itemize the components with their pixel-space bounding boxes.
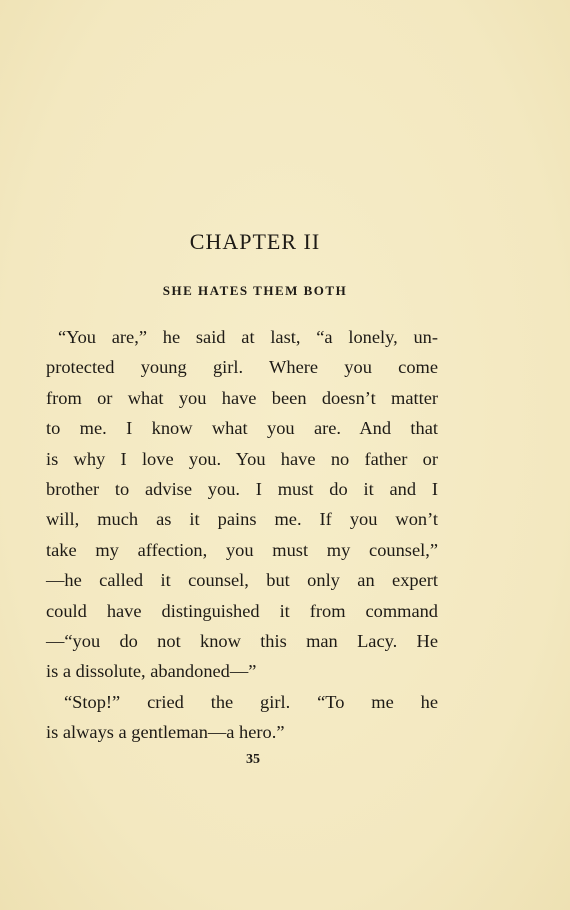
text-line: could have distinguished it from command <box>46 600 438 621</box>
text-line: “Stop!” cried the girl. “To me he <box>64 691 438 712</box>
text-line: to me. I know what you are. And that <box>46 418 438 439</box>
text-line: protected young girl. Where you come <box>46 357 438 378</box>
text-line: from or what you have been doesn’t matter <box>46 387 438 408</box>
body-text <box>46 322 438 747</box>
chapter-subtitle: SHE HATES THEM BOTH <box>162 283 348 298</box>
text-line: brother to advise you. I must do it and I <box>46 478 438 499</box>
text-line: —he called it counsel, but only an expert <box>46 570 438 591</box>
text-line: take my affection, you must my counsel,” <box>46 539 438 560</box>
text-line: —“you do not know this man Lacy. He <box>46 630 438 651</box>
text-line: is always a gentleman—a hero.” <box>46 722 285 743</box>
text-line: is why I love you. You have no father or <box>46 448 438 469</box>
text-line: “You are,” he said at last, “a lonely, un- <box>58 327 438 347</box>
text-line: will, much as it pains me. If you won’t <box>46 509 438 530</box>
page-number: 35 <box>246 752 260 767</box>
text-line: is a dissolute, abandoned—” <box>46 661 257 682</box>
chapter-title: CHAPTER II <box>189 229 321 254</box>
